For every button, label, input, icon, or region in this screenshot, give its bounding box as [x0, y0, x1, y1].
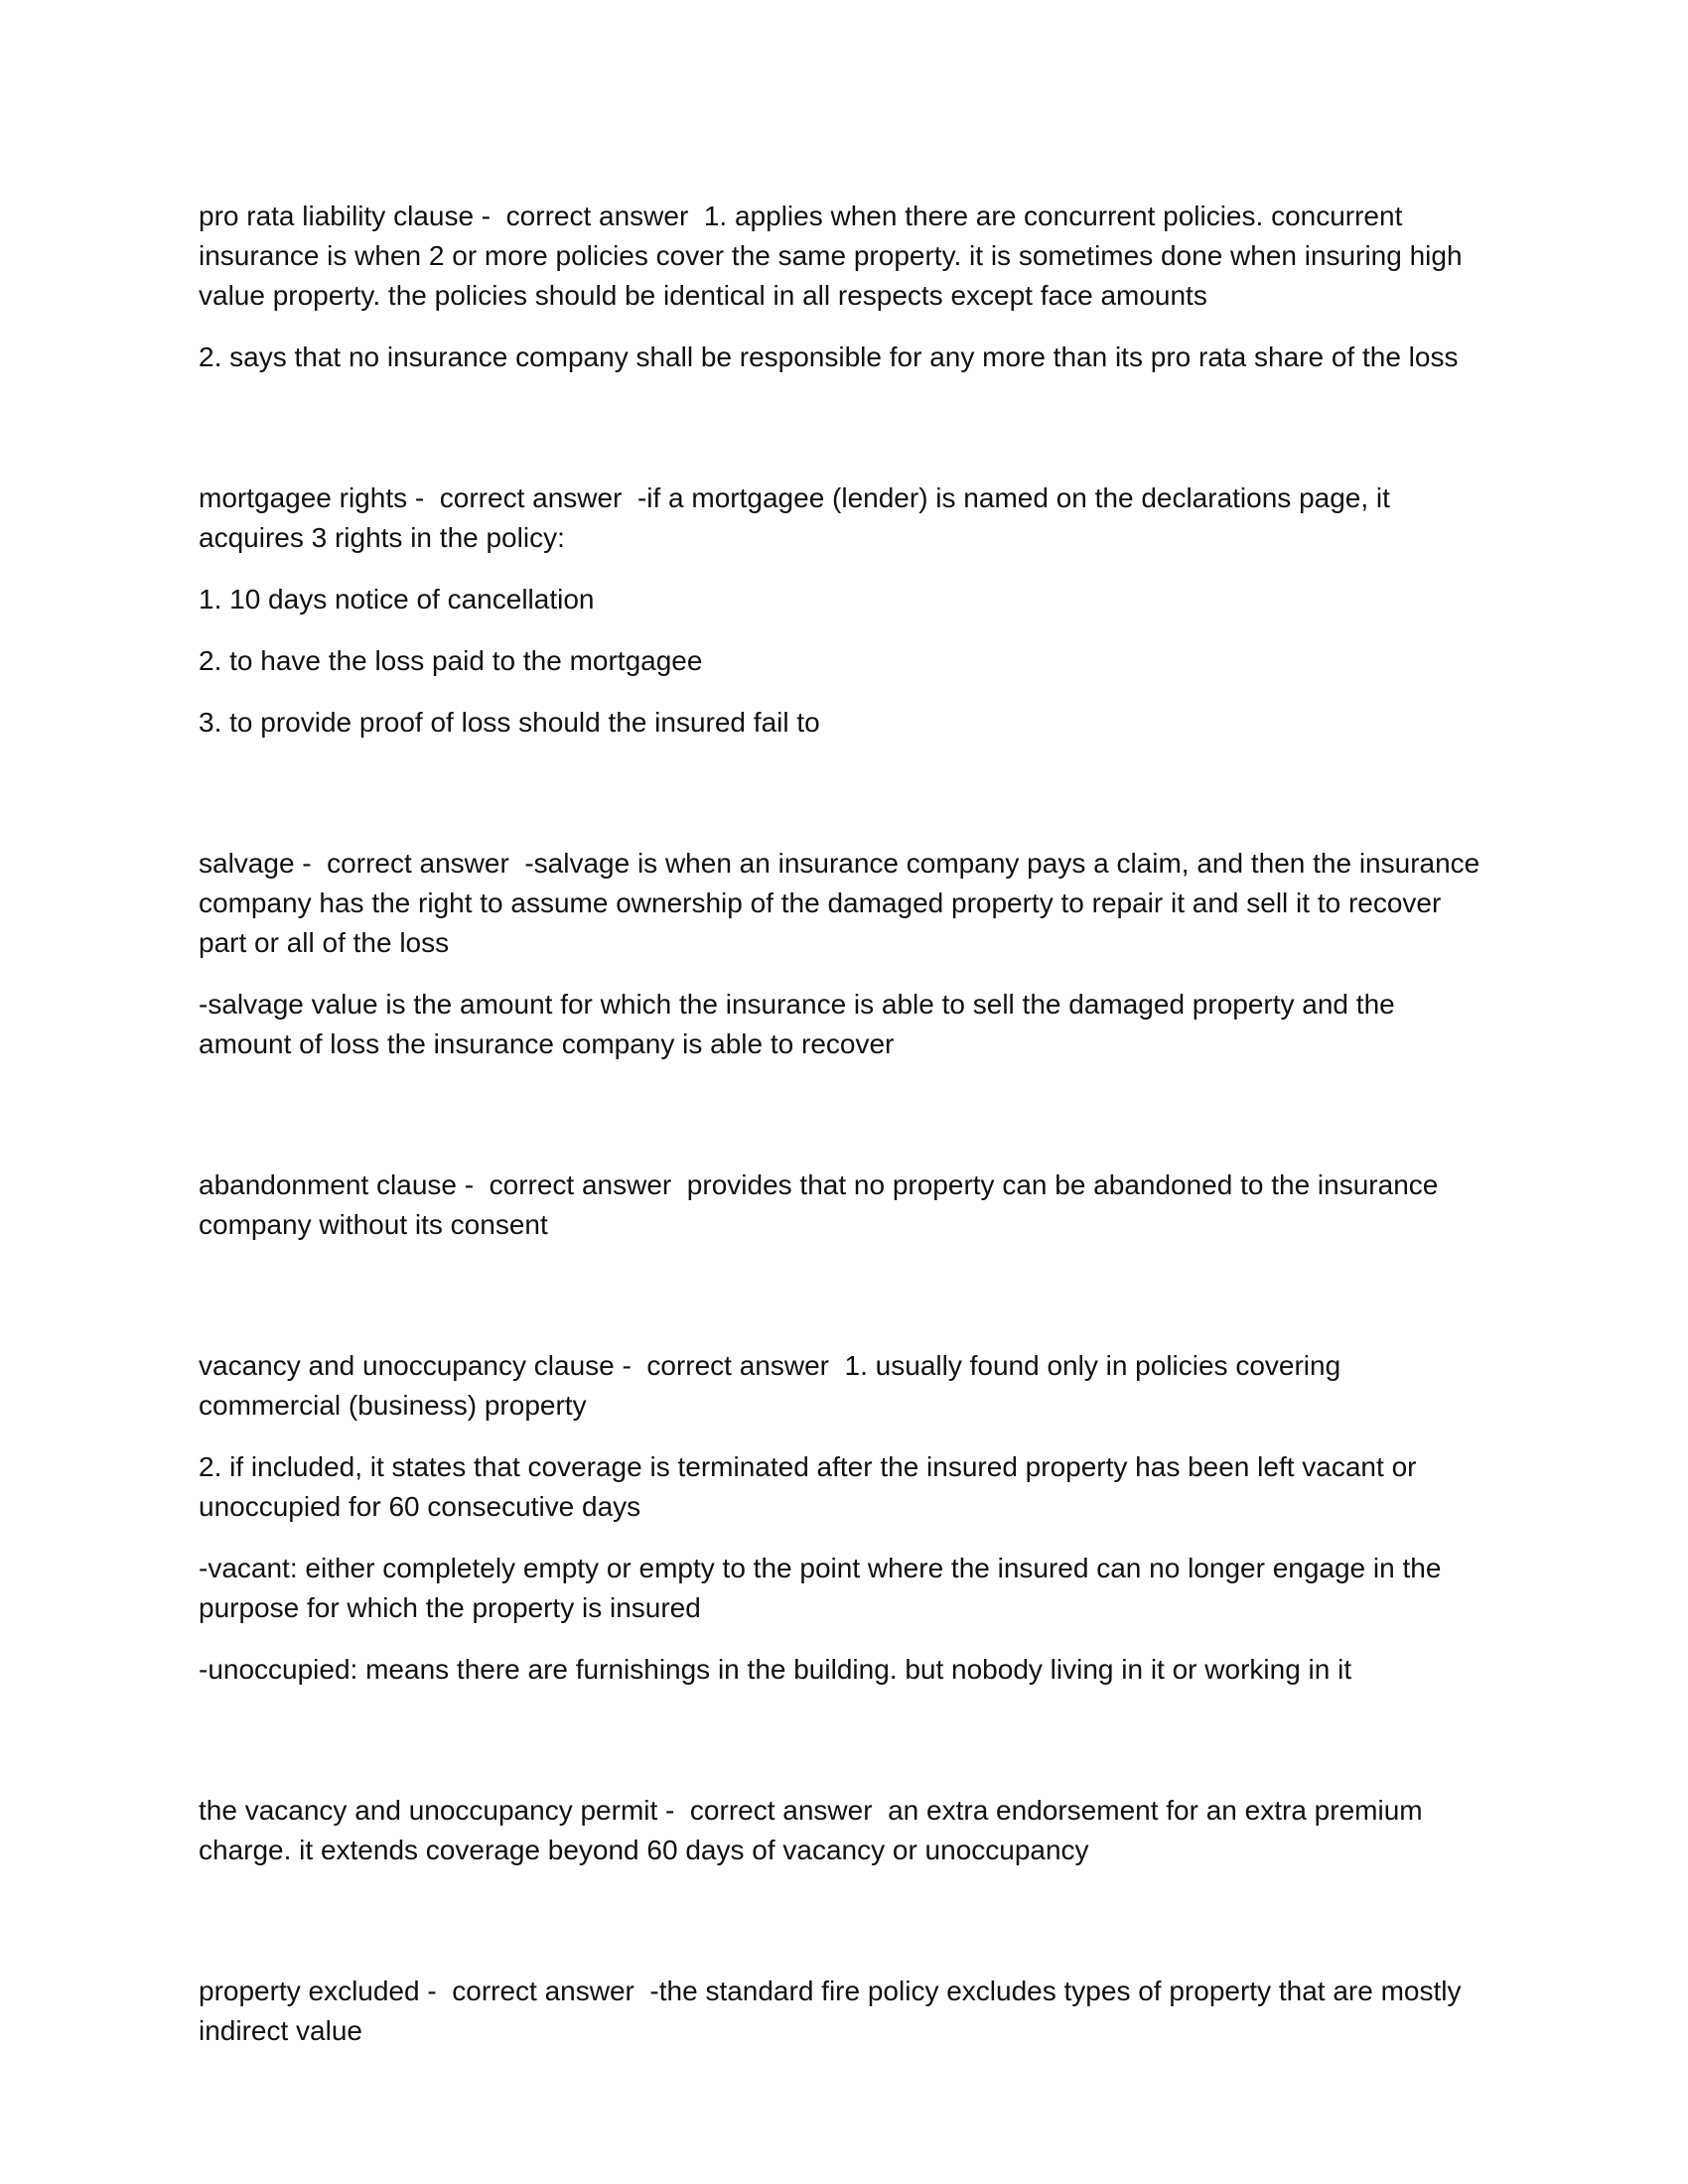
card-paragraph: -vacant: either completely empty or empty to the point where the insured can no longer engage in the purpose for which the property is insured — [199, 1553, 1450, 1623]
flashcard-vacancy-and-unoccupancy-permit — [199, 1791, 1489, 1870]
flashcard-pro-rata-liability-clause — [199, 197, 1489, 377]
card-paragraph: the vacancy and unoccupancy permit - correct answer an extra endorsement for an extra premium charge. it extends coverage beyond 60 days of vacancy or unoccupancy — [199, 1795, 1431, 1865]
card-paragraph: 1. 10 days notice of cancellation — [199, 584, 595, 614]
card-paragraph: -salvage value is the amount for which the insurance is able to sell the damaged property and the amount of loss the insurance company is able to recover — [199, 989, 1403, 1059]
flashcard-vacancy-and-unoccupancy-clause — [199, 1346, 1489, 1690]
card-paragraph: 3. to provide proof of loss should the insured fail to — [199, 707, 820, 738]
flashcard-property-excluded — [199, 1972, 1489, 2051]
document-content — [199, 197, 1489, 2051]
flashcard-mortgagee-rights — [199, 478, 1489, 743]
flashcard-salvage — [199, 844, 1489, 1064]
card-paragraph: 2. if included, it states that coverage is terminated after the insured property has been left vacant or unoccupied for 60 consecutive days — [199, 1451, 1425, 1522]
card-paragraph: abandonment clause - correct answer provides that no property can be abandoned to the insurance company without its consent — [199, 1169, 1447, 1240]
card-paragraph: 2. says that no insurance company shall be responsible for any more than its pro rata share of the loss — [199, 341, 1459, 372]
card-paragraph: 2. to have the loss paid to the mortgagee — [199, 645, 703, 676]
card-paragraph: -unoccupied: means there are furnishings in the building. but nobody living in it or working in it — [199, 1654, 1352, 1685]
card-paragraph: mortgagee rights - correct answer -if a mortgagee (lender) is named on the declarations page, it acquires 3 rights in the policy: — [199, 482, 1398, 553]
card-paragraph: pro rata liability clause - correct answer 1. applies when there are concurrent policies. concurrent insurance is when 2 or more policies cover the same property. it is sometimes done when insuring high value property. the policies should be identical in all respects except face amounts — [199, 201, 1471, 311]
card-paragraph: vacancy and unoccupancy clause - correct answer 1. usually found only in policies covering commercial (business) property — [199, 1350, 1348, 1421]
card-paragraph: property excluded - correct answer -the standard fire policy excludes types of property that are mostly indirect value — [199, 1976, 1470, 2046]
flashcard-abandonment-clause — [199, 1165, 1489, 1245]
card-paragraph: salvage - correct answer -salvage is when an insurance company pays a claim, and then the insurance company has the right to assume ownership of the damaged property to repair it and sell it to recover part or all of the loss — [199, 848, 1488, 958]
